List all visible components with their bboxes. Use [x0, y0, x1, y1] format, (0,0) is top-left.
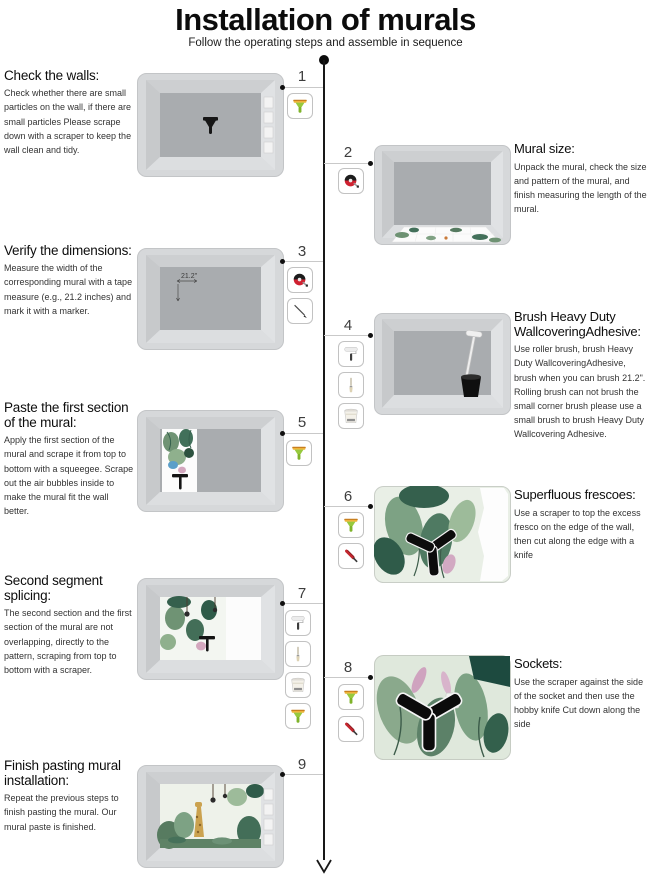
step-1-text [4, 68, 136, 157]
step-3-connector [284, 261, 323, 262]
step-3-image [137, 248, 284, 350]
step-4-body: Use roller brush, brush Heavy Duty WallcoveringAdhesive, brush when you can brush 21.2". Rolling brush can not brush the small corner brush please use a small brush to brush Heavy Duty Wallcovering Adhesive. [514, 344, 646, 440]
step-2-image [374, 145, 511, 245]
step-1-number: 1 [297, 68, 307, 85]
step-4-roller-brush-icon [338, 341, 364, 367]
step-5-number: 5 [297, 414, 307, 431]
step-1-connector [284, 87, 323, 88]
mural-trim-excess [374, 486, 511, 583]
adhesive-bucket [461, 374, 481, 397]
step-4-image [374, 313, 511, 415]
step-1-squeegee-icon [287, 93, 313, 119]
step-8-knife-icon [338, 716, 364, 742]
step-8-text [514, 657, 647, 731]
step-5-text [4, 400, 136, 519]
step-6-title: Superfluous frescoes: [514, 487, 636, 502]
step-5-connector [284, 433, 323, 434]
step-6-image [374, 486, 511, 583]
room-mural-on-floor [374, 145, 511, 245]
step-5-squeegee-icon [286, 440, 312, 466]
page-subtitle: Follow the operating steps and assemble in sequence [188, 37, 463, 49]
step-1-title: Check the walls: [4, 68, 100, 83]
step-4-adhesive-bucket-icon [338, 403, 364, 429]
step-8-connector-dot [368, 675, 373, 680]
step-7-roller-brush-icon [285, 610, 311, 636]
step-2-text [514, 142, 647, 216]
timeline-line [323, 60, 325, 860]
step-8-body: Use the scraper against the side of the socket and then use the hobby knife Cut down along the side [514, 676, 644, 730]
step-4-number: 4 [343, 317, 353, 334]
step-7-connector [284, 603, 323, 604]
step-3-marker-icon [287, 298, 313, 324]
step-7-body: The second section and the first section of the mural are not overlapping, directly to the pattern, scraping from top to bottom with a scraper. [4, 608, 132, 676]
step-4-connector [324, 335, 370, 336]
step-7-number: 7 [297, 585, 307, 602]
mural-socket-cut [374, 655, 511, 760]
room-empty-wall [137, 73, 284, 177]
room-second-strip [137, 578, 284, 680]
step-6-knife-icon [338, 543, 364, 569]
step-7-image [137, 578, 284, 680]
room-roller-and-bucket [374, 313, 511, 415]
step-9-title: Finish pasting mural installation: [4, 758, 121, 789]
step-7-text [4, 573, 136, 677]
step-3-tape-measure-icon [287, 267, 313, 293]
step-4-small-brush-icon [338, 372, 364, 398]
step-9-image [137, 765, 284, 868]
mural-two-strips [160, 596, 261, 660]
step-9-body: Repeat the previous steps to finish pasting the mural. Our mural paste is finished. [4, 793, 119, 832]
step-2-number: 2 [343, 144, 353, 161]
step-6-number: 6 [343, 488, 353, 505]
step-3-body: Measure the width of the corresponding mural with a tape measure (e.g., 21.2 inches) and mark it with a marker. [4, 263, 133, 316]
step-3-title: Verify the dimensions: [4, 243, 132, 258]
step-1-connector-dot [280, 85, 285, 90]
step-3-connector-dot [280, 259, 285, 264]
step-3-number: 3 [297, 243, 307, 260]
step-8-title: Sockets: [514, 656, 563, 671]
step-5-body: Apply the first section of the mural and scrape it from top to bottom with a squeegee. Scrape out the air bubbles inside to make the mural fit the wall better. [4, 435, 134, 517]
room-first-strip [137, 410, 284, 512]
step-9-number: 9 [297, 756, 307, 773]
step-9-connector [284, 774, 323, 775]
step-2-title: Mural size: [514, 141, 575, 156]
step-4-text [514, 310, 648, 442]
step-5-connector-dot [280, 431, 285, 436]
step-3-text [4, 243, 136, 318]
step-9-text [4, 758, 136, 834]
page-title: Installation of murals [175, 2, 476, 37]
step-2-tape-measure-icon [338, 168, 364, 194]
unrolled-mural [392, 227, 501, 242]
room-measured-wall [137, 248, 284, 350]
step-5-title: Paste the first section of the mural: [4, 400, 129, 431]
svg-text:21.2": 21.2" [181, 273, 198, 280]
step-7-connector-dot [280, 601, 285, 606]
step-1-body: Check whether there are small particles on the wall, if there are small particles Please scrape down with a scraper to keep the wall clean and tidy. [4, 88, 132, 155]
step-6-text [514, 488, 647, 562]
step-7-squeegee-icon [285, 703, 311, 729]
timeline-arrow-icon [315, 854, 333, 879]
step-4-title: Brush Heavy Duty WallcoveringAdhesive: [514, 309, 641, 339]
step-6-connector [324, 506, 370, 507]
step-7-adhesive-bucket-icon [285, 672, 311, 698]
step-2-connector [324, 163, 370, 164]
step-7-title: Second segment splicing: [4, 573, 103, 604]
step-5-image [137, 410, 284, 512]
step-1-image [137, 73, 284, 177]
step-8-number: 8 [343, 659, 353, 676]
step-2-connector-dot [368, 161, 373, 166]
room-finished-mural [137, 765, 284, 868]
step-6-squeegee-icon [338, 512, 364, 538]
step-4-connector-dot [368, 333, 373, 338]
step-9-connector-dot [280, 772, 285, 777]
step-6-body: Use a scraper to top the excess fresco on the edge of the wall, then cut along the edge with a knife [514, 507, 641, 561]
step-2-body: Unpack the mural, check the size and pattern of the mural, and finish measuring the length of the mural. [514, 161, 647, 215]
step-7-small-brush-icon [285, 641, 311, 667]
step-8-squeegee-icon [338, 684, 364, 710]
step-6-connector-dot [368, 504, 373, 509]
finished-mural [157, 784, 264, 849]
step-8-connector [324, 677, 370, 678]
step-8-image [374, 655, 511, 760]
